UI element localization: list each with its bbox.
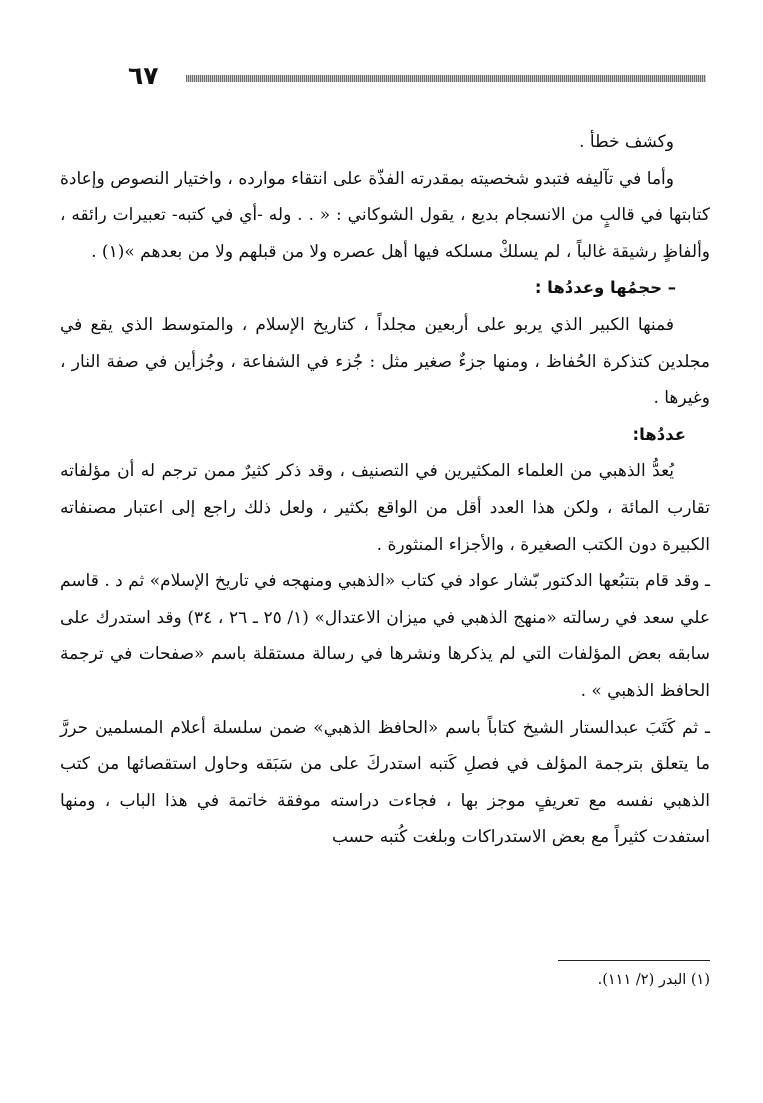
paragraph-3: فمنها الكبير الذي يربو على أربعين مجلداً ، كتاريخ الإسلام ، والمتوسط الذي يقع في مجلدين كتذكرة الحُفاظ ، ومنها جزءٌ صغير مثل : جُزء في الشفاعة ، وجُزأين في صفة النار ، وغيرها .	[60, 314, 710, 409]
paragraph-6: ـ ثم كَتَبَ عبدالستار الشيخ كتاباً باسم «الحافظ الذهبي» ضمن سلسلة أعلام المسلمين حررَّ ما يتعلق بترجمة المؤلف في فصلِ كَتبه استدركَ على من سَبَقه وحاول استقصائها من كتب الذهبي نفسه مع تعريفٍ موجز بها ، فجاءت دراسته موفقة خاتمة في هذا الباب ، ومنها استفدت كثيراً مع بعض الاستدراكات وبلغت كُتبه حسب	[60, 717, 710, 848]
footnote: (١) البدر (٢/ ١١١).	[597, 972, 710, 988]
footnote-rule	[558, 960, 710, 961]
paragraph-5: ـ وقد قام بتتبُعها الدكتور بّشار عواد في كتاب «الذهبي ومنهجه في تاريخ الإسلام» ثم د . قاسم علي سعد في رسالته «منهج الذهبي في ميزان الاعتدال» (١/ ٢٥ ـ ٢٦ ، ٣٤) وقد استدرك على سابقه بعض المؤلفات التي لم يذكرها ونشرها في رسالة مستقلة باسم «صفحات في ترجمة الحافظ الذهبي » .	[60, 571, 710, 701]
section-heading-count: عددُها:	[632, 424, 686, 444]
page-number: ٦٧	[128, 61, 159, 90]
section-heading-size-count: – حجمُها وعددُها :	[534, 278, 676, 298]
page-header	[128, 62, 706, 90]
paragraph-1: وكشف خطأ .	[579, 132, 674, 152]
paragraph-4: يُعدُّ الذهبي من العلماء المكثيرين في التصنيف ، وقد ذكر كثيرٌ ممن ترجم له أن مؤلفاته تقارب المائة ، ولكن هذا العدد أقل من الواقع بكثير ، ولعل ذلك راجع إلى اعتبار مصنفاته الكبيرة دون الكتب الصغيرة ، والأجزاء المنثورة .	[60, 461, 710, 555]
paragraph-2: وأما في تآليفه فتبدو شخصيته بمقدرته الفذّة على انتقاء موارده ، واختيار النصوص وإعادة كتابتها في قالبٍ من الانسجام بديع ، يقول الشوكاني : « . . وله -أي في كتبه- تعبيرات رائقه ، وألفاظٍ رشيقة غالباً ، لم يسلكْ مسلكه فيها أهل عصره ولا من قبلهم ولا من بعدهم »(١) .	[60, 168, 710, 262]
header-rule	[186, 75, 706, 82]
body-text	[60, 124, 710, 856]
